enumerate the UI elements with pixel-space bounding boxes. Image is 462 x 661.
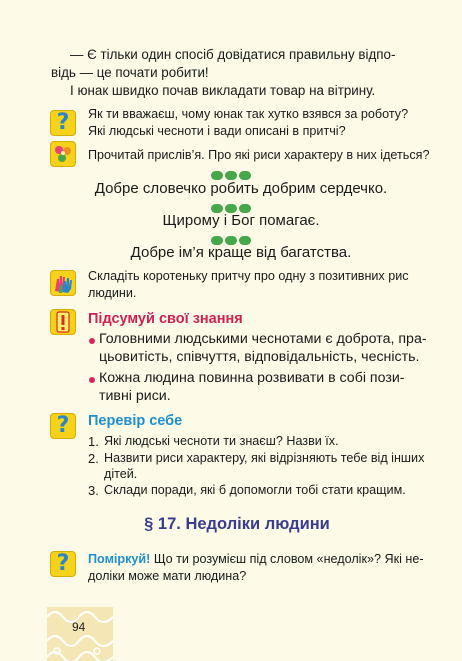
check-item-number: 3.	[88, 483, 99, 498]
page-number: 94	[72, 620, 86, 634]
question-icon	[50, 110, 76, 136]
footer-ornament	[47, 607, 113, 661]
think-label: Поміркуй!	[88, 552, 151, 566]
think-line-1	[88, 550, 433, 568]
summary-bullet-2-line-1: Кожна людина повинна розвивати в собі пози-	[99, 370, 405, 386]
summary-bullet-2-line-2: тивні риси.	[99, 388, 171, 404]
ornament-pattern-icon	[47, 607, 113, 661]
think-line-2: доліки може мати людина?	[88, 569, 247, 583]
check-item-text: дітей.	[104, 467, 138, 481]
question-mark-icon: ?	[56, 413, 70, 438]
check-item-text: Назвити риси характеру, які відрізняють тебе від інших	[104, 451, 425, 465]
flower-icon-box	[50, 141, 76, 167]
check-item-text: Склади поради, які б допомогли тобі стати кращим.	[104, 483, 406, 497]
bullet-dot	[89, 377, 95, 383]
bullet-dot	[89, 338, 95, 344]
summary-title: Підсумуй свої знання	[88, 311, 243, 327]
hands-icon-box	[50, 270, 76, 296]
intro-line-2: відь — це почати робити!	[51, 65, 209, 80]
flower-icon	[52, 143, 74, 165]
hands-icon	[51, 271, 75, 295]
question-mark-icon: ?	[56, 551, 70, 576]
check-title: Перевір себе	[88, 413, 183, 429]
check-item-text: Які людські чесноти ти знаєш? Назви їх.	[104, 434, 339, 448]
check-item-number: 2.	[88, 451, 99, 466]
proverb-3: Добре ім’я краще від багатства.	[130, 244, 352, 261]
exclamation-icon-box	[50, 309, 76, 335]
section-heading: § 17. Недоліки людини	[144, 515, 330, 533]
check-item-number: 1.	[88, 434, 99, 449]
proverb-2: Щирому і Бог помагає.	[162, 212, 320, 229]
summary-bullet-1-line-2: цьовитість, співчуття, відповідальність, чесність.	[99, 349, 420, 365]
intro-line-3: І юнак швидко почав викладати товар на вітрину.	[70, 83, 376, 98]
read-prompt: Прочитай прислів’я. Про які риси характеру в них ідеться?	[88, 148, 430, 162]
question-line-2: Які людські чесноти і вади описані в притчі?	[88, 124, 346, 138]
question-icon	[50, 413, 76, 439]
think-text: Що ти розумієш під словом «недолік»? Які не-	[150, 552, 424, 566]
question-mark-icon: ?	[56, 110, 70, 135]
task-line-2: людини.	[88, 286, 137, 300]
intro-line-1: — Є тільки один спосіб довідатися правильну відпо-	[70, 47, 396, 62]
proverb-1: Добре словечко робить добрим сердечко.	[94, 180, 388, 197]
exclamation-icon	[54, 311, 72, 333]
summary-bullet-1-line-1: Головними людськими чеснотами є доброта, пра-	[99, 331, 427, 347]
task-line-1: Складіть коротеньку притчу про одну з позитивних рис	[88, 269, 409, 283]
question-icon	[50, 551, 76, 577]
question-line-1: Як ти вважаєш, чому юнак так хутко взявся за роботу?	[88, 107, 409, 121]
